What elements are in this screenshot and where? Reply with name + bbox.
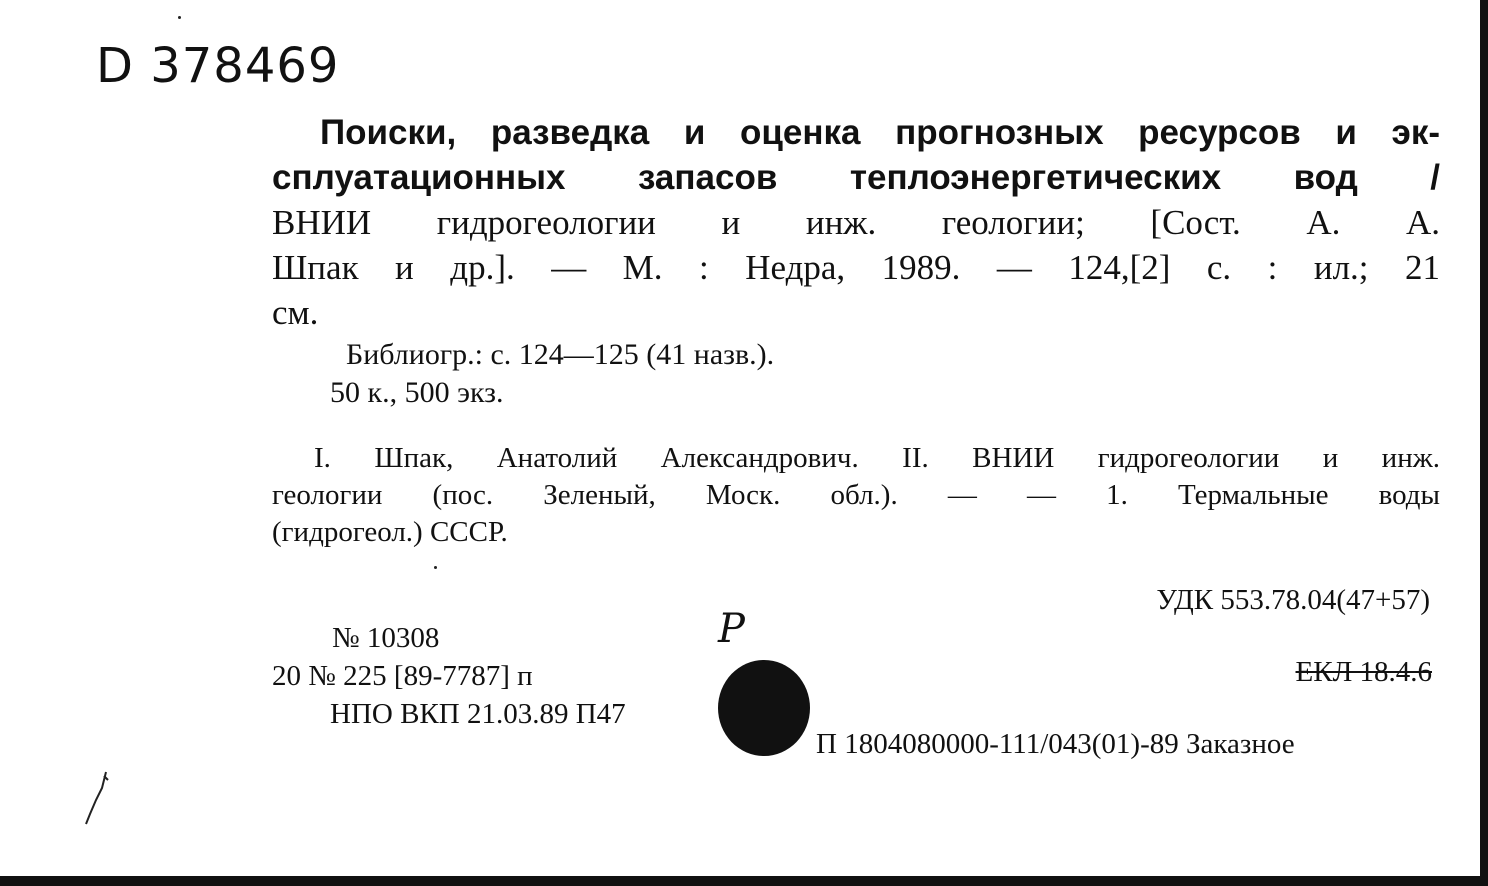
- tracing-line: (гидрогеол.) СССР.: [272, 516, 508, 548]
- accession-number: D 378469: [96, 38, 340, 94]
- order-line: 20 № 225 [89-7787] п: [272, 660, 533, 692]
- price-note: 50 к., 500 экз.: [330, 376, 504, 409]
- title-line: Поиски, разведка и оценка прогнозных ресурсов и эк-: [320, 113, 1440, 152]
- title-line: Шпак и др.]. — М. : Недра, 1989. — 124,[2] с. : ил.; 21: [272, 248, 1440, 287]
- scan-speck: [434, 566, 437, 569]
- udc-code: УДК 553.78.04(47+57): [1156, 584, 1430, 616]
- tracing-block: [272, 440, 1440, 551]
- pencil-mark-icon: [82, 770, 112, 826]
- title-line: ВНИИ гидрогеологии и инж. геологии; [Сост. А. А.: [272, 203, 1440, 242]
- tracing-line: I. Шпак, Анатолий Александрович. II. ВНИИ гидрогеологии и инж.: [314, 442, 1440, 474]
- tracing-line: геологии (пос. Зеленый, Моск. обл.). — — 1. Термальные воды: [272, 479, 1440, 511]
- punch-hole: [718, 660, 810, 756]
- scan-speck: [178, 16, 181, 19]
- print-code: П 1804080000-111/043(01)-89 Заказное: [816, 728, 1295, 760]
- title-line: см.: [272, 293, 319, 332]
- title-line: сплуатационных запасов теплоэнергетических вод /: [272, 158, 1440, 197]
- ekl-code: ЕКЛ 18.4.6: [1295, 656, 1432, 688]
- card-number: № 10308: [332, 622, 440, 654]
- npo-line: НПО ВКП 21.03.89 П47: [330, 698, 626, 730]
- handwritten-mark: P: [718, 606, 745, 652]
- bibliography-note: Библиогр.: с. 124—125 (41 назв.).: [346, 338, 775, 371]
- title-block: [272, 110, 1440, 335]
